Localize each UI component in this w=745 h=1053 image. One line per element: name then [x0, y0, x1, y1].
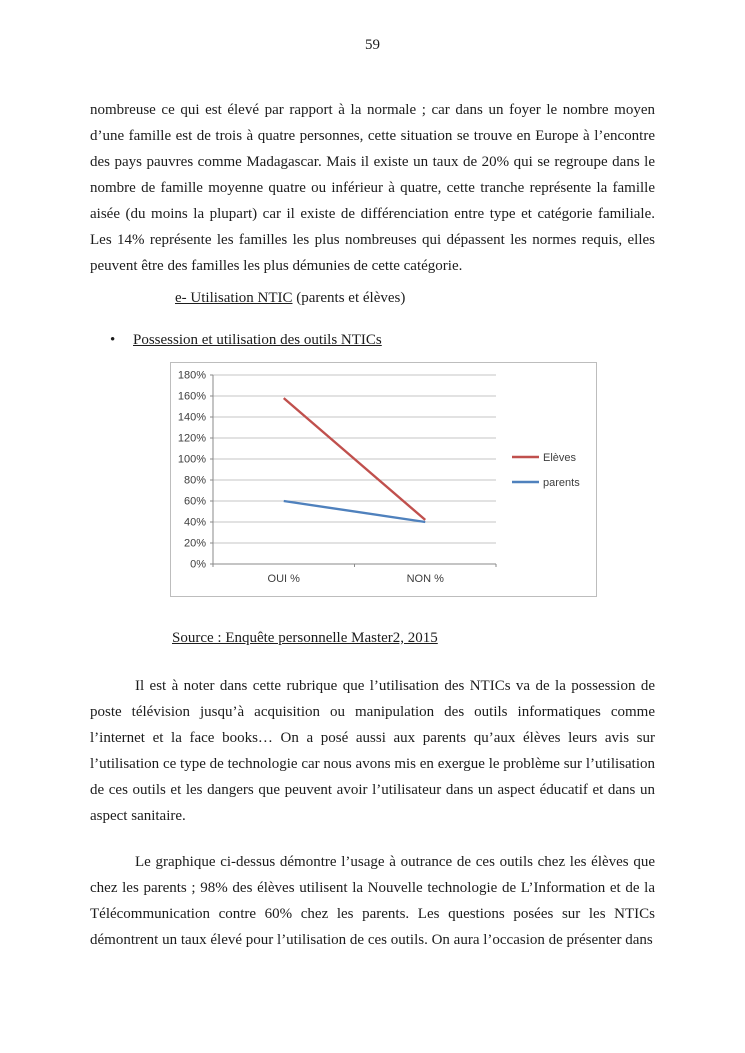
bullet-icon: •	[110, 332, 116, 348]
svg-text:120%: 120%	[177, 432, 206, 445]
bullet-item-label: Possession et utilisation des outils NTICs	[133, 332, 382, 348]
svg-text:60%: 60%	[183, 495, 206, 508]
svg-text:140%: 140%	[177, 411, 206, 424]
svg-text:20%: 20%	[183, 537, 206, 550]
svg-text:180%: 180%	[177, 369, 206, 382]
section-heading-underlined: e- Utilisation NTIC	[175, 290, 293, 306]
paragraph-1: nombreuse ce qui est élevé par rapport à la normale ; car dans un foyer le nombre moyen d’une famille est de trois à quatre personnes, cette situation se trouve en Europe à l’encontre des pays pauvres comme Madagascar. Mais il existe un taux de 20% qui se regroupe dans le nombre de famille moyenne quatre ou inférieur à quatre, cette tranche représente la famille aisée (du moins la plupart) car il existe de différenciation entre type et catégorie familiale. Les 14% représente les familles les plus nombreuses qui dépassent les normes requis, elles peuvent être des familles les plus démunies de cette catégorie.	[90, 102, 655, 274]
chart	[170, 362, 597, 597]
chart-svg	[171, 363, 596, 596]
section-heading	[175, 285, 655, 311]
svg-text:80%: 80%	[183, 474, 206, 487]
svg-text:Elèves: Elèves	[543, 452, 577, 464]
svg-text:40%: 40%	[183, 516, 206, 529]
chart-source: Source : Enquête personnelle Master2, 2015	[172, 630, 438, 646]
paragraph-2: Il est à noter dans cette rubrique que l’utilisation des NTICs va de la possession de poste télévision jusqu’à acquisition ou manipulation des outils informatiques comme l’internet et la face books… On a posé aussi aux parents qu’aux élèves leurs avis sur l’utilisation ce type de technologie car nous avons mis en exergue le problème sur l’utilisation de ces outils et les dangers que peuvent avoir l’utilisateur dans un aspect éducatif et dans un aspect sanitaire.	[90, 678, 655, 824]
svg-text:100%: 100%	[177, 453, 206, 466]
bullet-item	[110, 327, 655, 353]
svg-text:160%: 160%	[177, 390, 206, 403]
page-number: 59	[365, 37, 380, 53]
svg-text:OUI %: OUI %	[267, 573, 300, 585]
svg-text:NON %: NON %	[406, 573, 444, 585]
svg-text:0%: 0%	[190, 558, 206, 571]
paragraph-3: Le graphique ci-dessus démontre l’usage à outrance de ces outils chez les élèves que chez les parents ; 98% des élèves utilisent la Nouvelle technologie de L’Information et de la Télécommunication contre 60% chez les parents. Les questions posées sur les NTICs démontrent un taux élevé pour l’utilisation de ces outils. On aura l’occasion de présenter dans	[90, 854, 655, 948]
section-heading-suffix: (parents et élèves)	[292, 290, 406, 306]
svg-text:parents: parents	[543, 477, 580, 489]
